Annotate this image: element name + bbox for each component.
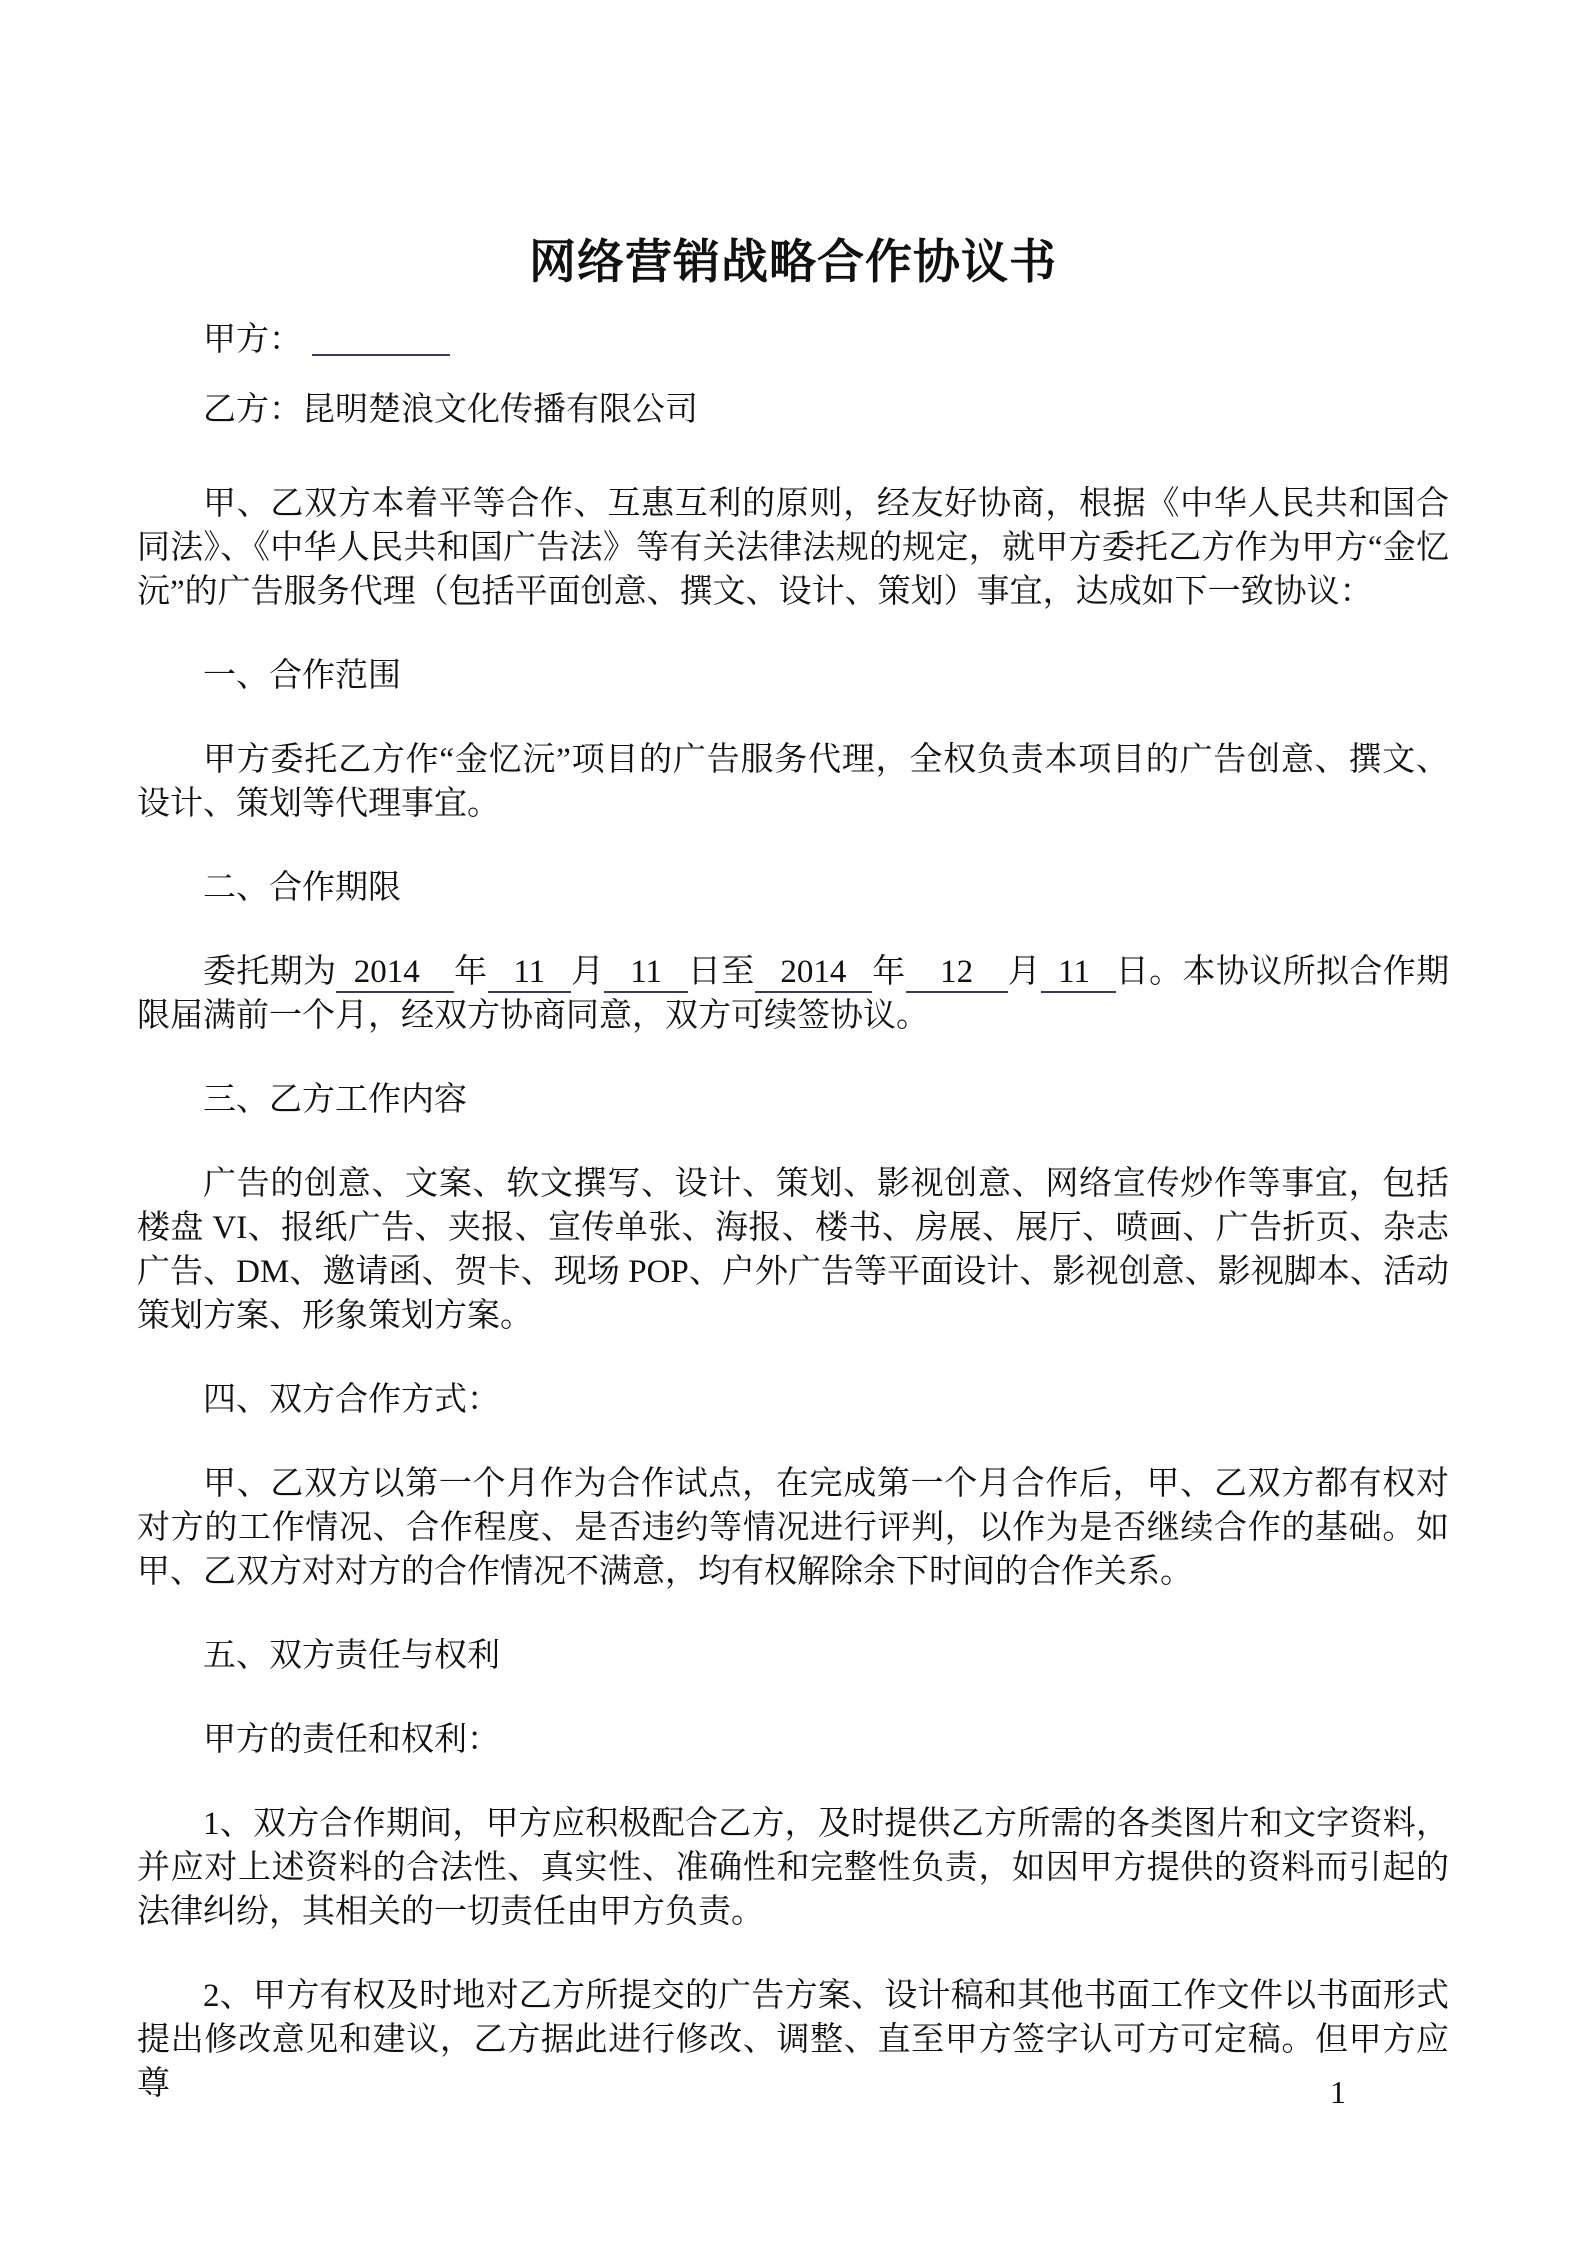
period-renewal-clause: 本协议所拟合作期限届满前一个月，经双方协商同意，双方可续签协议。	[137, 954, 1450, 1034]
section-3-body: 广告的创意、文案、软文撰写、设计、策划、影视创意、网络宣传炒作等事宜，包括楼盘 VI、报纸广告、夹报、宣传单张、海报、楼书、房展、展厅、喷画、广告折页、杂志广告、DM、邀请函、贺卡、现场 POP、户外广告等平面设计、影视创意、影视脚本、活动策划方案、形象策划方案。	[137, 1166, 1449, 1334]
period-end-month-field: 12	[906, 954, 1008, 993]
period-month-label: 月	[571, 954, 605, 990]
period-prefix: 委托期为	[203, 954, 337, 990]
period-start-day-field: 11	[604, 954, 687, 993]
section-1-body: 甲方委托乙方作“金忆沅”项目的广告服务代理，全权负责本项目的广告创意、撰文、设计、策划等代理事宜。	[137, 742, 1449, 822]
document-title: 网络营销战略合作协议书	[529, 235, 1057, 288]
section-5-subheading: 甲方的责任和权利：	[203, 1722, 500, 1758]
section-1-heading: 一、合作范围	[203, 658, 401, 694]
section-5-item-2: 2、甲方有权及时地对乙方所提交的广告方案、设计稿和其他书面工作文件以书面形式提出修改意见和建议，乙方据此进行修改、调整、直至甲方签字认可方可定稿。但甲方应尊	[137, 1978, 1449, 2102]
section-5-item-1: 1、双方合作期间，甲方应积极配合乙方，及时提供乙方所需的各类图片和文字资料，并应对上述资料的合法性、真实性、准确性和完整性负责，如因甲方提供的资料而引起的法律纠纷，其相关的一切责任由甲方负责。	[137, 1806, 1449, 1930]
period-start-year-field: 2014	[336, 954, 454, 993]
period-start-month-field: 11	[488, 954, 571, 993]
party-b-label: 乙方：	[203, 392, 302, 428]
party-a-line	[137, 318, 1449, 362]
period-day-to-label: 日至	[687, 954, 755, 990]
section-4-body: 甲、乙双方以第一个月作为合作试点，在完成第一个月合作后，甲、乙双方都有权对对方的工作情况、合作程度、是否违约等情况进行评判，以作为是否继续合作的基础。如甲、乙双方对对方的合作情况不满意，均有权解除余下时间的合作关系。	[137, 1466, 1449, 1590]
period-end-year-label: 年	[872, 954, 906, 990]
section-2-heading: 二、合作期限	[203, 870, 401, 906]
period-end-day-label: 日。	[1115, 954, 1183, 990]
party-b-name: 昆明楚浪文化传播有限公司	[302, 392, 698, 428]
period-year-label: 年	[454, 954, 488, 990]
period-end-day-field: 11	[1041, 954, 1116, 993]
period-end-year-field: 2014	[755, 954, 873, 993]
party-a-blank-field	[312, 326, 450, 356]
period-end-month-label: 月	[1007, 954, 1041, 990]
party-a-label: 甲方：	[203, 322, 302, 358]
party-b-line	[137, 388, 1449, 432]
preamble-paragraph: 甲、乙双方本着平等合作、互惠互利的原则，经友好协商，根据《中华人民共和国合同法》、《中华人民共和国广告法》等有关法律法规的规定，就甲方委托乙方作为甲方“金忆沅”的广告服务代理（包括平面创意、撰文、设计、策划）事宜，达成如下一致协议：	[137, 486, 1449, 610]
section-5-heading: 五、双方责任与权利	[203, 1638, 500, 1674]
page-number: 1	[1330, 2074, 1346, 2110]
section-3-heading: 三、乙方工作内容	[203, 1082, 467, 1118]
section-2-body-period-line	[137, 950, 1449, 1038]
section-4-heading: 四、双方合作方式：	[203, 1382, 500, 1418]
